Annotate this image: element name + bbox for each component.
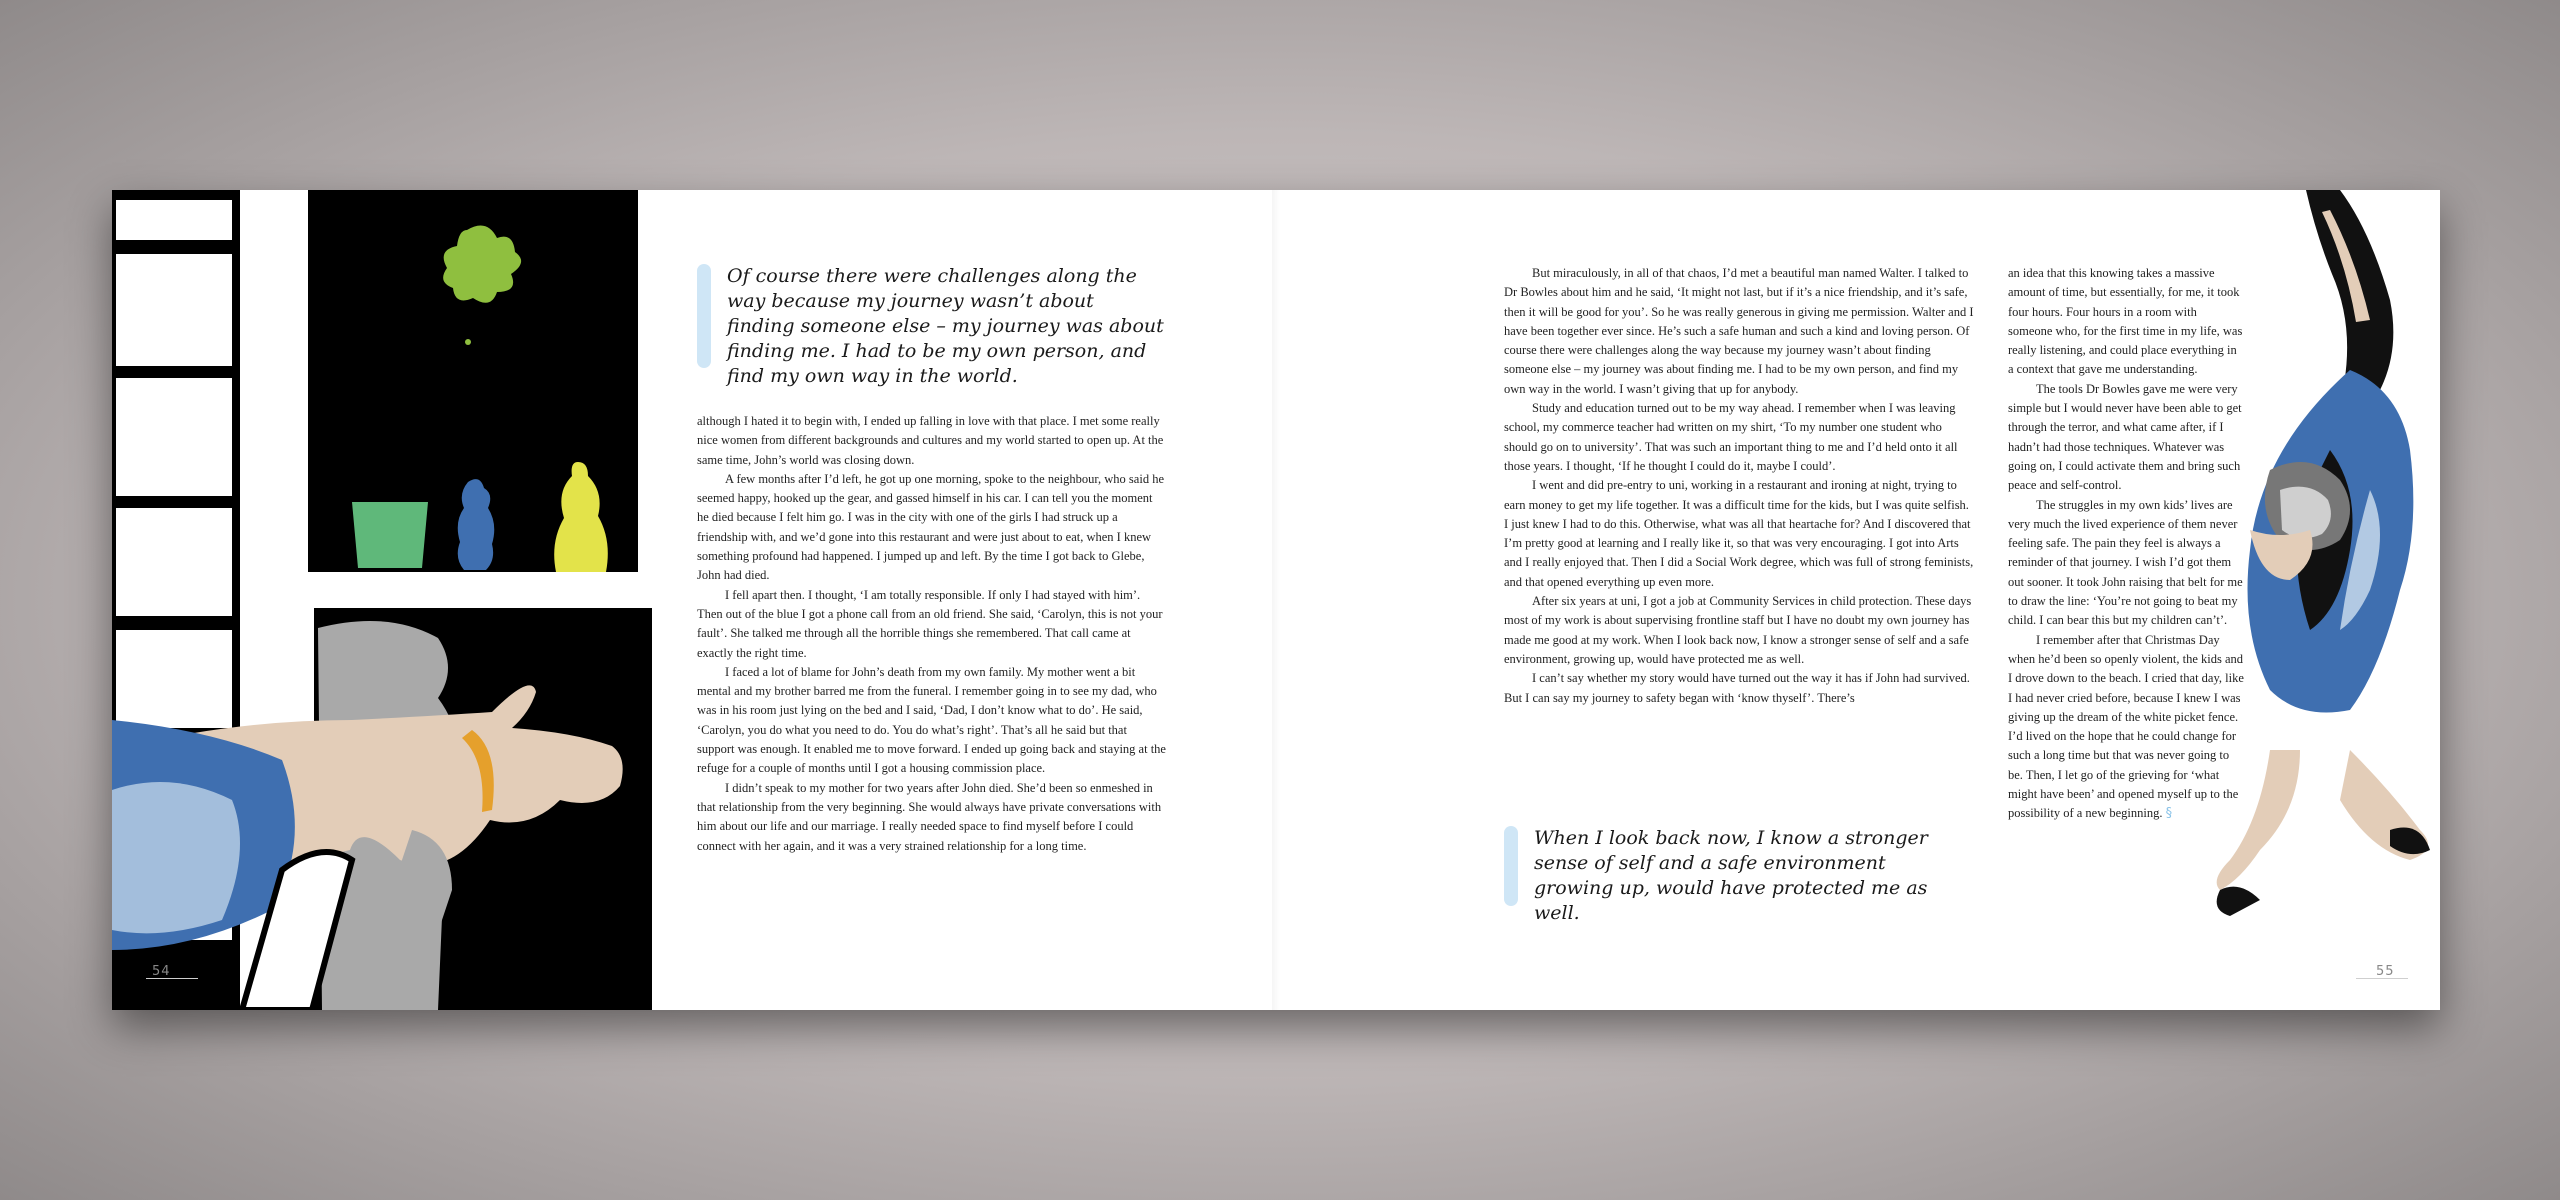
pull-quote-bar — [697, 264, 711, 368]
right-paragraph: After six years at uni, I got a job at Community Services in child protection. These days most of my work is about supervising frontline staff but I have no doubt my own journey has made me good at my work. When I look back now, I know a stronger sense of self and a safe environment, growing up, would have protected me as well. — [1504, 594, 1972, 666]
right-paragraph: The tools Dr Bowles gave me were very simple but I would never have been able to get through the terror, and what came after, if I hadn’t had those techniques. Whatever was going on, I could activate them and bring such peace and self-control. — [2008, 381, 2242, 493]
right-paragraph: Study and education turned out to be my way ahead. I remember when I was leaving school, my commerce teacher had written on my shirt, ‘To my number one student who should go on to university’. That was such an important thing to me and I’d held onto it all those years. I thought, ‘If he thought I could do it, maybe I could’. — [1504, 401, 1958, 473]
left-paragraph: I fell apart then. I thought, ‘I am totally responsible. If only I had stayed with him’. Then out of the blue I got a phone call from an old friend. She said, ‘Carolyn, this is not your fault’. She talked me through all the horrible things she remembered. That call came at exactly the right time. — [697, 587, 1163, 660]
book-spread — [112, 190, 2440, 1010]
left-page-number: 54 — [152, 964, 171, 979]
right-paragraph: But miraculously, in all of that chaos, I’d met a beautiful man named Walter. I talked to Dr Bowles about him and he said, ‘It might not last, but if it’s a nice friendship, and it’s safe, then it will be good for you’. So he was really generous in giving me permission. Walter and I have been together ever since. He’s such a safe human and such a kind and loving person. Of course there were challenges along the way because my journey wasn’t about finding someone else – my journey was about finding me. I had to be my own person, and find my own way in the world. I wasn’t giving that up for anybody. — [1504, 266, 1974, 396]
right-pull-quote-text: When I look back now, I know a stronger sense of self and a safe environment growing up, would have protected me as well. — [1534, 827, 1928, 924]
left-paragraph: I didn’t speak to my mother for two years after John died. She’d been so enmeshed in that relationship from the very beginning. She would always have private conversations with him about our life and our marriage. I really needed space to find myself before I could connect with her again, and it was a very strained relationship for a long time. — [697, 780, 1162, 853]
right-body-column-2 — [2008, 264, 2244, 824]
right-paragraph: an idea that this knowing takes a massive amount of time, but essentially, for me, it took four hours. Four hours in a room with someone who, for the first time in my life, was really listening, and could place everything in a context that gave me understanding. — [2008, 266, 2243, 377]
end-mark: § — [2165, 806, 2173, 822]
right-page — [1276, 190, 2440, 1010]
right-pull-quote — [1504, 826, 1964, 924]
right-paragraph-text: I remember after that Christmas Day when he’d been so openly violent, the kids and I drove down to the beach. I cried that day, like I had never cried before, because I knew I was giving up the dream of the white picket fence. I’d lived on the hope that he could change for such a long time but that was never going to be. Then, I let go of the grieving for ‘what might have been’ and opened myself up to the possibility of a new beginning. — [2008, 632, 2244, 821]
left-paragraph: A few months after I’d left, he got up one morning, spoke to the neighbour, who said he seemed happy, hooked up the gear, and gassed himself in his car. I can tell you the moment he died because I felt him go. I was in the city with one of the girls I had struck up a friendship with, and we’d gone into this restaurant and were just about to eat, when I knew something profound had happened. I jumped up and left. By the time I got back to Glebe, John had died. — [697, 471, 1164, 583]
right-paragraph: I can’t say whether my story would have turned out the way it has if John had survived. But I can say my journey to safety began with ‘know thyself’. There’s — [1504, 671, 1970, 705]
left-page — [112, 190, 1276, 1010]
right-paragraph: The struggles in my own kids’ lives are very much the lived experience of them never feeling safe. The pain they feel is always a reminder of that journey. I wish I’d got them out sooner. It took John raising that belt for me to draw the line: ‘You’re not going to beat my child. I can bear this but my children can’t’. — [2008, 497, 2243, 628]
left-paragraph: I faced a lot of blame for John’s death from my own family. My mother went a bit mental and my brother barred me from the funeral. I remember going in to see my dad, who was in his room just lying on the bed and I said, ‘Dad, I don’t know what to do’. He said, ‘Carolyn, you do what you need to do. You do what’s right’. That’s all he said but that support was enough. It enabled me to move forward. I ended up going back and staying at the refuge for a couple of months until I got a housing commission place. — [697, 664, 1166, 776]
pull-quote-bar — [1504, 826, 1518, 906]
left-pull-quote — [697, 264, 1167, 387]
right-paragraph: I went and did pre-entry to uni, working in a restaurant and ironing at night, trying to earn money to get my life together. It was a difficult time for the kids, but I was quite selfish. I just knew I had to do this. Otherwise, what was all that heartache for? And I discovered that I’m pretty good at learning and I really like it, so that was very encouraging. I got into Arts and I really enjoyed that. Then I did a Social Work degree, which was full of strong feminists, and that opened everything up even more. — [1504, 478, 1974, 589]
left-body-column — [697, 412, 1167, 856]
left-paragraph: although I hated it to begin with, I ended up falling in love with that place. I met some really nice women from different backgrounds and cultures and my world started to open up. At the same time, John’s world was closing down. — [697, 414, 1164, 467]
right-body-column-1 — [1504, 264, 1974, 708]
right-paragraph — [2008, 631, 2244, 824]
hand-shelf-illustration — [112, 190, 652, 1010]
left-pull-quote-text: Of course there were challenges along the way because my journey wasn’t about finding someone else – my journey was about finding me. I had to be my own person, and find my own way in the world. — [727, 265, 1164, 387]
right-page-number: 55 — [2376, 964, 2395, 979]
